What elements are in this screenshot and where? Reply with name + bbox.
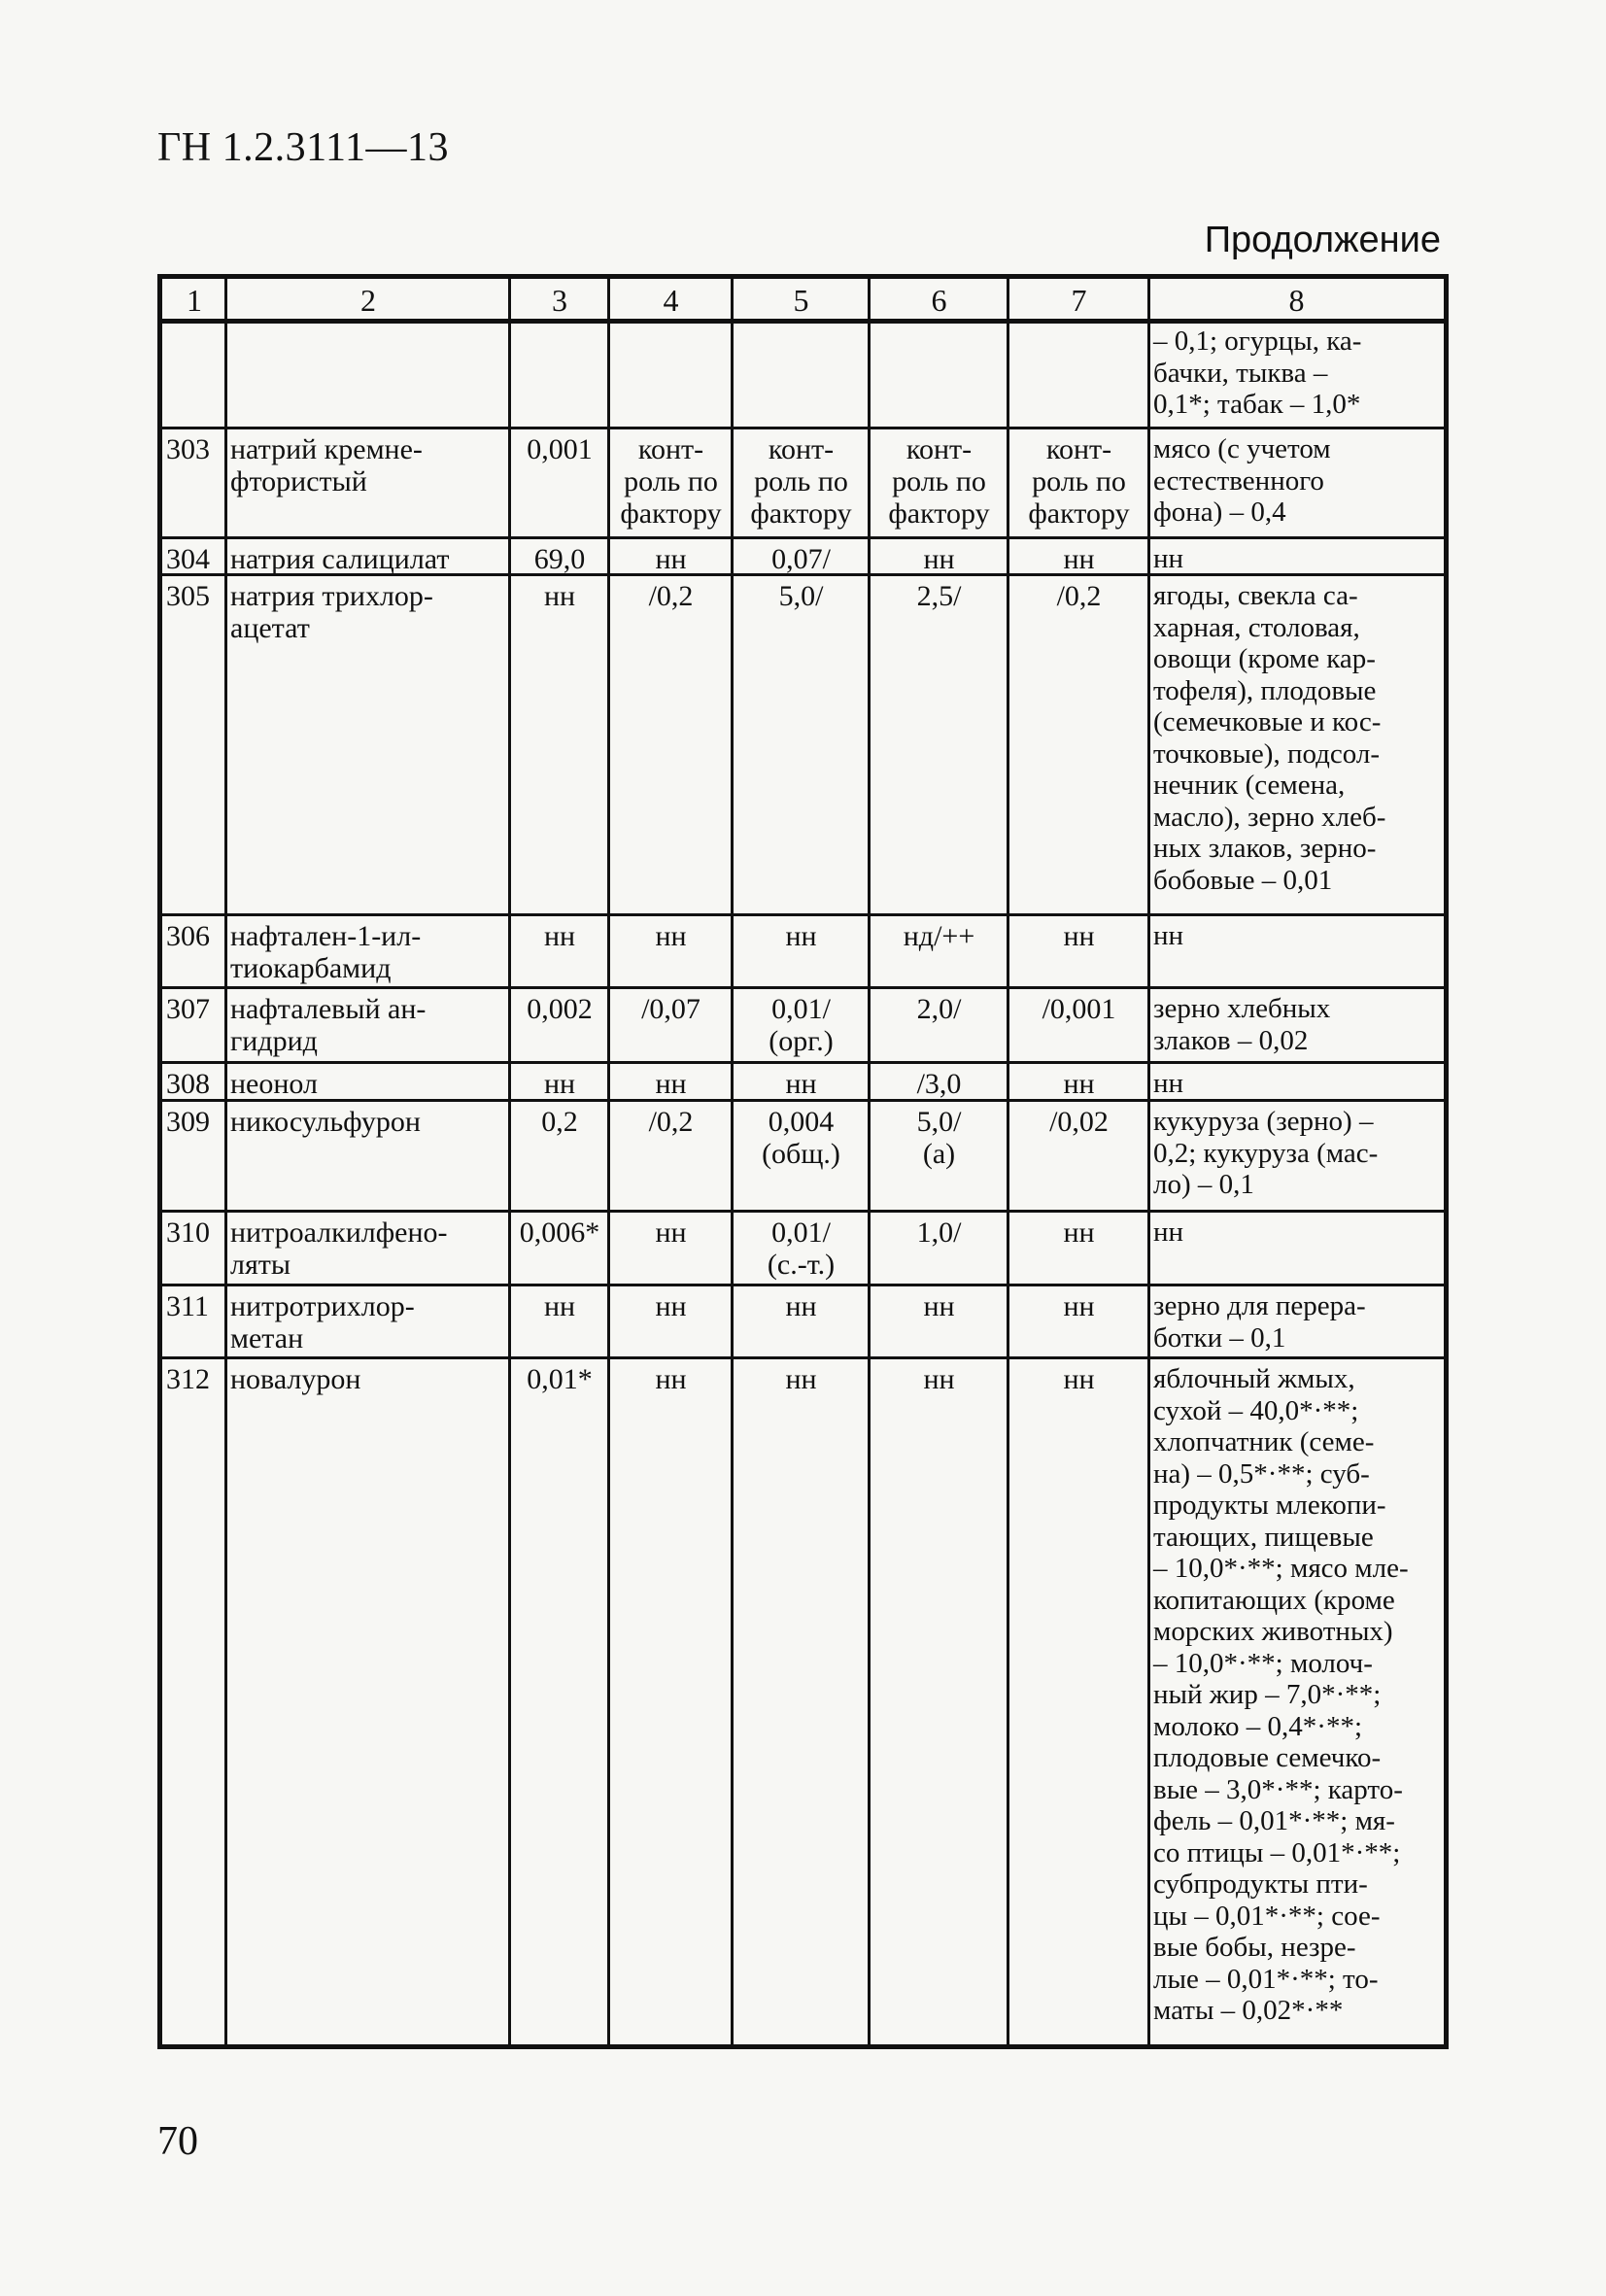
table-cell-310-col2: нитроалкилфено- ляты (230, 1217, 448, 1281)
table-cell-305-col6: 2,5/ (916, 580, 962, 612)
table-cell-308-col6: /3,0 (916, 1068, 962, 1100)
table-cell-307-col4: /0,07 (641, 993, 700, 1025)
table-cell-305-col1: 305 (166, 580, 210, 612)
table-cell-311-col2: нитротрихлор- метан (230, 1290, 415, 1354)
table-cell-continued-col2 (226, 324, 510, 428)
table-cell-307-col7: /0,001 (1042, 993, 1116, 1025)
table-cell-306-col7: нн (1063, 920, 1095, 952)
table-cell-306-col2: нафтален-1-ил- тиокарбамид (230, 920, 422, 984)
table-cell-306-col5: нн (785, 920, 817, 952)
table-cell-308-col1: 308 (166, 1068, 210, 1100)
table-cell-312-col5: нн (785, 1363, 817, 1395)
column-header-1: 1 (187, 283, 202, 318)
table-cell-303-col8: мясо (с учетом естественного фона) – 0,4 (1153, 433, 1331, 528)
column-header-4: 4 (663, 283, 679, 318)
table-cell-308-col3: нн (543, 1068, 576, 1100)
table-cell-305-col8: ягоды, свекла са- харная, столовая, овощи (кроме кар- тофеля), плодовые (семечковые и кос- точковые), подсол- нечник (семена, масло), зерно хлеб- ных злаков, зерно- бобовые – 0,01 (1153, 580, 1386, 896)
table-cell-306-col6: нд/++ (903, 920, 975, 952)
table-cell-303-col2: натрий кремне- фтористый (230, 433, 423, 497)
table-cell-308-col8: нн (1153, 1068, 1184, 1099)
table-cell-306-col8: нн (1153, 920, 1184, 951)
table-cell-306-col4: нн (655, 920, 687, 952)
table-cell-continued-col8: – 0,1; огурцы, ка- бачки, тыква – 0,1*; табак – 1,0* (1153, 326, 1362, 420)
data-table (157, 274, 1449, 2049)
table-cell-310-col6: 1,0/ (916, 1217, 962, 1249)
table-cell-312-col8: яблочный жмых, сухой – 40,0*·**; хлопчатник (семе- на) – 0,5*·**; суб- продукты млекопи- тающих, пищевые – 10,0*·**; мясо мле- копитающих (кроме морских животных) – 10,0*·**; молоч- ный жир – 7,0*·**; молоко – 0,4*·**; плодовые семечко- вые – 3,0*·**; карто- фель – 0,01*·**; мя- со птицы – 0,01*·**; субпродукты пти- цы – 0,01*·**; сое- вые бобы, незре- лые – 0,01*·**; то- маты – 0,02*·** (1153, 1363, 1409, 2026)
table-cell-308-col7: нн (1063, 1068, 1095, 1100)
column-header-5: 5 (793, 283, 809, 318)
table-cell-309-col5: 0,004 (общ.) (762, 1106, 840, 1170)
column-header-8: 8 (1288, 283, 1305, 318)
table-cell-312-col3: 0,01* (527, 1363, 593, 1395)
table-cell-305-col7: /0,2 (1056, 580, 1102, 612)
table-cell-304-col6: нн (923, 543, 955, 575)
table-cell-306-col1: 306 (166, 920, 210, 952)
table-cell-305-col4: /0,2 (648, 580, 694, 612)
table-cell-308-col5: нн (785, 1068, 817, 1100)
table-cell-307-col3: 0,002 (527, 993, 593, 1025)
table-cell-312-col6: нн (923, 1363, 955, 1395)
table-cell-310-col7: нн (1063, 1217, 1095, 1249)
table-cell-311-col5: нн (785, 1290, 817, 1322)
table-cell-311-col3: нн (543, 1290, 576, 1322)
table-cell-304-col8: нн (1153, 543, 1184, 574)
table-cell-307-col5: 0,01/ (орг.) (769, 993, 834, 1057)
document-code: ГН 1.2.3111—13 (157, 125, 449, 170)
table-cell-309-col1: 309 (166, 1106, 210, 1138)
table-cell-307-col6: 2,0/ (916, 993, 962, 1025)
table-cell-312-col7: нн (1063, 1363, 1095, 1395)
table-cell-307-col2: нафталевый ан- гидрид (230, 993, 427, 1057)
page-number: 70 (157, 2119, 198, 2164)
table-cell-310-col8: нн (1153, 1217, 1184, 1248)
table-cell-311-col8: зерно для перера- ботки – 0,1 (1153, 1290, 1366, 1354)
column-header-3: 3 (552, 283, 567, 318)
table-cell-309-col4: /0,2 (648, 1106, 694, 1138)
table-cell-305-col5: 5,0/ (778, 580, 824, 612)
table-cell-309-col8: кукуруза (зерно) – 0,2; кукуруза (мас- ло) – 0,1 (1153, 1106, 1379, 1200)
continuation-label: Продолжение (1204, 220, 1441, 260)
table-cell-continued-col5 (733, 324, 870, 428)
table-cell-305-col3: нн (543, 580, 576, 612)
table-cell-310-col4: нн (655, 1217, 687, 1249)
table-cell-303-col1: 303 (166, 433, 210, 465)
table-cell-308-col4: нн (655, 1068, 687, 1100)
table-cell-304-col4: нн (655, 543, 687, 575)
table-cell-305-col2: натрия трихлор- ацетат (230, 580, 433, 644)
table-cell-304-col7: нн (1063, 543, 1095, 575)
table-cell-312-col4: нн (655, 1363, 687, 1395)
table-cell-309-col2: никосульфурон (230, 1106, 421, 1138)
table-cell-continued-col6 (870, 324, 1008, 428)
table-cell-310-col1: 310 (166, 1217, 210, 1249)
table-cell-304-col1: 304 (166, 543, 210, 575)
table-cell-303-col7: конт- роль по фактору (1028, 433, 1130, 530)
table-cell-continued-col1 (162, 324, 226, 428)
table-cell-304-col2: натрия салицилат (230, 543, 450, 575)
table-cell-310-col3: 0,006* (519, 1217, 600, 1249)
table-cell-309-col3: 0,2 (541, 1106, 578, 1138)
table-cell-308-col2: неонол (230, 1068, 318, 1100)
table-cell-continued-col4 (609, 324, 733, 428)
table-cell-304-col5: 0,07/ (771, 543, 831, 575)
table-cell-303-col4: конт- роль по фактору (620, 433, 722, 530)
column-header-2: 2 (360, 283, 376, 318)
table-cell-307-col1: 307 (166, 993, 210, 1025)
table-cell-309-col7: /0,02 (1049, 1106, 1109, 1138)
table-cell-312-col2: новалурон (230, 1363, 361, 1395)
table-cell-311-col7: нн (1063, 1290, 1095, 1322)
table-cell-311-col4: нн (655, 1290, 687, 1322)
table-cell-311-col1: 311 (166, 1290, 209, 1322)
table-cell-310-col5: 0,01/ (с.-т.) (767, 1217, 836, 1281)
table-cell-306-col3: нн (543, 920, 576, 952)
column-header-6: 6 (931, 283, 947, 318)
column-header-7: 7 (1071, 283, 1087, 318)
table-cell-303-col5: конт- роль по фактору (750, 433, 852, 530)
table-cell-303-col3: 0,001 (527, 433, 593, 465)
table-cell-311-col6: нн (923, 1290, 955, 1322)
table-cell-continued-col7 (1008, 324, 1149, 428)
table-cell-continued-col3 (510, 324, 609, 428)
table-cell-307-col8: зерно хлебных злаков – 0,02 (1153, 993, 1331, 1056)
table-cell-309-col6: 5,0/ (а) (916, 1106, 962, 1170)
table-cell-303-col6: конт- роль по фактору (888, 433, 990, 530)
table-cell-312-col1: 312 (166, 1363, 210, 1395)
table-cell-304-col3: 69,0 (533, 543, 586, 575)
